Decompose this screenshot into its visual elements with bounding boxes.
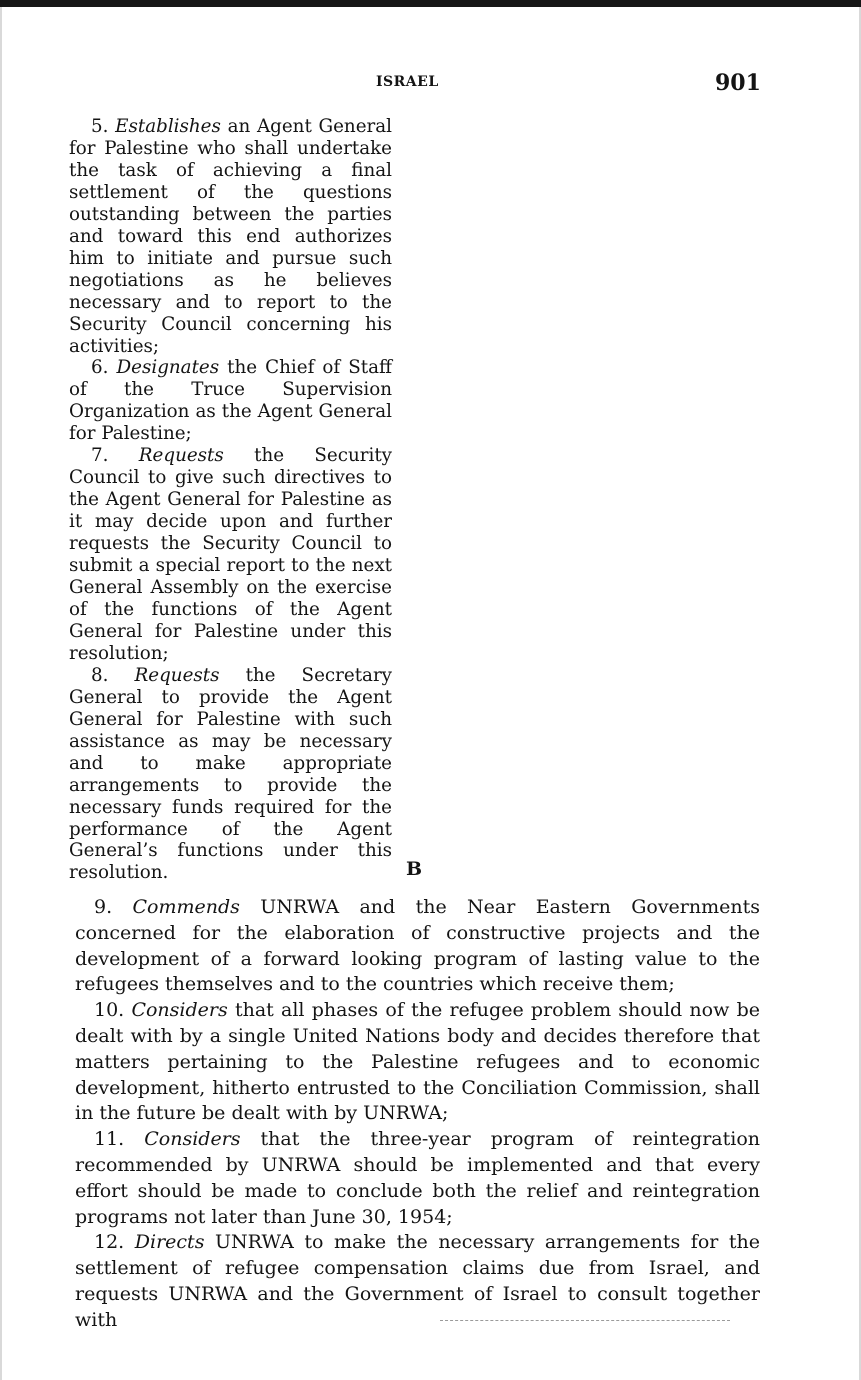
paragraph-text: that all phases of the refugee problem should now be dealt with by a single United Nations body and decides therefore that matters pertaining to the Palestine refugees and to economic development, hitherto entrusted to the Conciliation Commission, shall in the future be dealt with by UNRWA; [75, 999, 761, 1125]
paragraph-12 [75, 1230, 760, 1333]
page-number: 901 [715, 70, 761, 96]
scan-left-edge [0, 7, 2, 1380]
paragraph-text: an Agent General for Palestine who shall undertake the task of achieving a final settlement of the questions outstanding between the parties and toward this end authorizes him to initiate and pursue such negotiations as he believes necessary and to report to the Security Council concerning his activities; [69, 116, 393, 357]
paragraph-text: the Chief of Staff of the Truce Supervision Organization as the Agent General for Palestine; [69, 357, 392, 445]
operative-verb: Directs [134, 1231, 205, 1254]
operative-verb: Establishes [115, 116, 221, 137]
section-a-column [69, 116, 392, 884]
paragraph-text: UNRWA to make the necessary arrangements for the settlement of refugee compensation claims due from Israel, and requests UNRWA and the Government of Israel to consult together with [75, 1231, 761, 1331]
paragraph-9 [75, 895, 760, 998]
paragraph-8 [69, 665, 392, 885]
paragraph-number: 11. [94, 1128, 125, 1151]
running-head: ISRAEL [376, 74, 439, 90]
operative-verb: Commends [132, 896, 240, 918]
operative-verb: Designates [116, 357, 220, 379]
paragraph-number: 9. [94, 896, 113, 918]
operative-verb: Requests [134, 664, 220, 686]
paragraph-7 [69, 445, 392, 665]
section-b-body [75, 895, 760, 1334]
paragraph-number: 5. [91, 116, 109, 137]
paragraph-number: 12. [94, 1231, 125, 1254]
scan-top-border [0, 0, 861, 7]
section-heading-b: B [406, 858, 423, 880]
paragraph-number: 7. [91, 445, 109, 467]
paragraph-number: 8. [91, 664, 109, 686]
paragraph-number: 6. [91, 357, 109, 379]
paragraph-10 [75, 998, 760, 1127]
paragraph-text: the Secretary General to provide the Agent General for Palestine with such assistance as may be necessary and to make appropriate arrangements to provide the necessary funds required for the performance of the Agent General’s functions under this resolution. [69, 664, 393, 884]
paragraph-text: the Security Council to give such directives to the Agent General for Palestine as it may decide upon and further requests the Security Council to submit a special report to the next General Assembly on the exercise of the functions of the Agent General for Palestine under this resolution; [69, 445, 392, 664]
paragraph-text: that the three-year program of reintegration recommended by UNRWA should be implemented and that every effort should be made to conclude both the relief and reintegration programs not later than June 30, 1954; [75, 1128, 760, 1228]
footnote-rule [440, 1320, 730, 1321]
paragraph-6 [69, 357, 392, 445]
paragraph-5 [69, 116, 392, 357]
paragraph-11 [75, 1127, 760, 1230]
operative-verb: Considers [131, 999, 228, 1022]
paragraph-number: 10. [94, 999, 125, 1022]
operative-verb: Considers [144, 1128, 241, 1151]
operative-verb: Requests [138, 445, 224, 467]
paragraph-text: UNRWA and the Near Eastern Governments concerned for the elaboration of constructive projects and the development of a forward looking program of lasting value to the refugees themselves and to the countries which receive them; [75, 896, 760, 996]
